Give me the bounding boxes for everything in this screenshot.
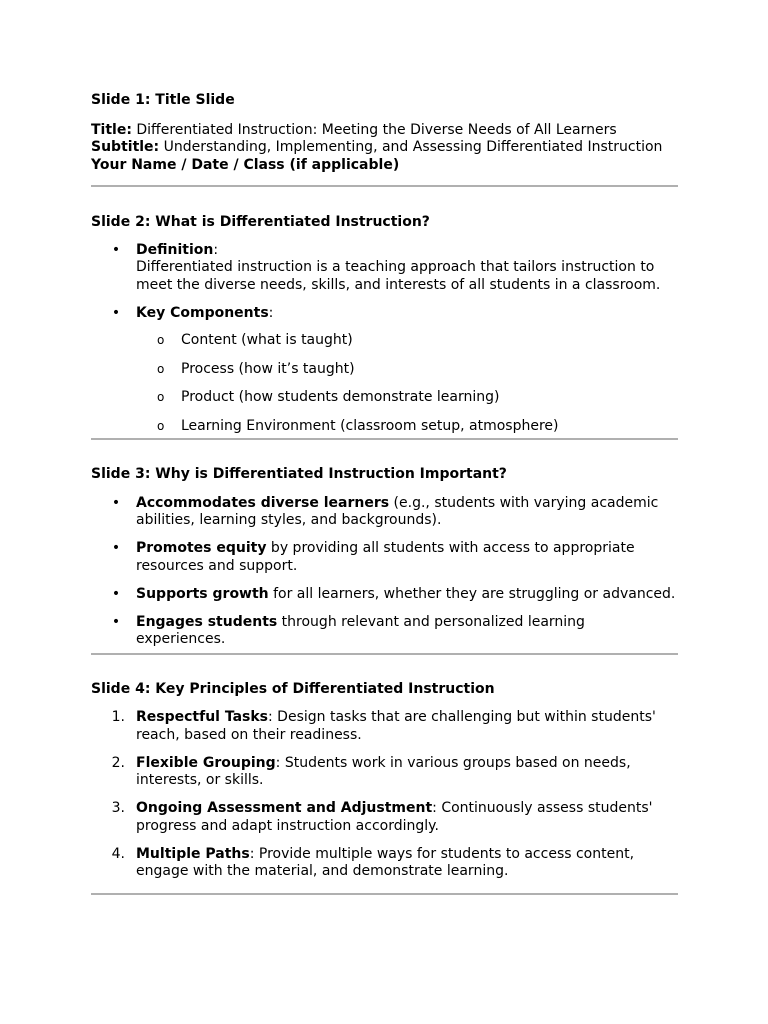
byline	[91, 157, 678, 175]
bullet-icon: •	[111, 241, 121, 258]
list-item	[91, 755, 678, 790]
item-text: for all learners, whether they are struggling or advanced.	[268, 585, 676, 602]
sub-item-text: Learning Environment (classroom setup, atmosphere)	[181, 417, 559, 434]
bullet-icon: •	[111, 613, 121, 630]
item-bold-label: Engages students	[136, 613, 278, 630]
hollow-bullet-icon: o	[157, 333, 165, 347]
slide-2-heading: Slide 2: What is Differentiated Instruction?	[91, 214, 430, 230]
item-bold-label: Definition	[136, 241, 214, 258]
sub-item-text: Product (how students demonstrate learning)	[181, 389, 500, 405]
item-text: : Provide multiple ways for students to access content, engage with the material, and demonstrate learning.	[136, 845, 635, 879]
bullet-icon: •	[111, 494, 121, 511]
list-item	[91, 495, 678, 530]
document-page	[91, 92, 678, 895]
hollow-bullet-icon: o	[157, 390, 165, 404]
item-text: : Students work in various groups based on needs, interests, or skills.	[136, 754, 631, 788]
bullet-icon: •	[111, 304, 121, 321]
item-bold-label: Ongoing Assessment and Adjustment	[136, 800, 433, 816]
subtitle-line	[91, 139, 678, 157]
slide-3-list	[91, 495, 678, 649]
slide-4-section	[91, 681, 678, 895]
list-item	[91, 614, 678, 649]
title-block	[91, 122, 678, 175]
list-item	[91, 586, 678, 604]
sub-item-text: Content (what is taught)	[181, 332, 353, 348]
sub-list-item	[136, 361, 678, 379]
item-text: :	[268, 304, 274, 321]
item-bold-label: Key Components	[136, 304, 269, 321]
slide-3-section	[91, 466, 678, 655]
bullet-icon: •	[111, 540, 121, 556]
slide-4-list	[91, 709, 678, 881]
section-divider	[91, 438, 678, 440]
item-text: by providing all students with access to appropriate resources and support.	[136, 540, 635, 574]
item-text: :	[213, 241, 219, 258]
item-number: 2.	[111, 754, 125, 771]
item-text: (e.g., students with varying academic abilities, learning styles, and backgrounds).	[136, 494, 659, 528]
key-components-list	[136, 332, 678, 435]
sub-list-item	[136, 389, 678, 407]
list-item	[91, 242, 678, 295]
item-text: : Design tasks that are challenging but within students' reach, based on their readiness.	[136, 709, 656, 743]
slide-1-section	[91, 92, 678, 187]
item-bold-label: Supports growth	[136, 585, 269, 602]
sub-item-text: Process (how it’s taught)	[181, 360, 355, 377]
item-bold-label: Respectful Tasks	[136, 709, 269, 725]
list-item	[91, 800, 678, 835]
list-item	[91, 305, 678, 436]
title-line	[91, 122, 678, 140]
section-divider	[91, 893, 678, 895]
sub-list-item	[136, 332, 678, 350]
item-bold-label: Multiple Paths	[136, 845, 250, 862]
title-label: Title:	[91, 121, 132, 138]
item-number: 3.	[111, 800, 125, 816]
slide-1-heading: Slide 1: Title Slide	[91, 92, 235, 108]
slide-2-section	[91, 214, 678, 440]
slide-3-heading: Slide 3: Why is Differentiated Instruction Important?	[91, 466, 507, 482]
item-bold-label: Flexible Grouping	[136, 754, 276, 771]
list-item	[91, 709, 678, 744]
byline-text: Your Name / Date / Class (if applicable)	[91, 156, 400, 173]
item-text: : Continuously assess students' progress and adapt instruction accordingly.	[136, 800, 653, 834]
item-bold-label: Accommodates diverse learners	[136, 494, 390, 511]
item-number: 4.	[111, 845, 125, 862]
subtitle-label: Subtitle:	[91, 139, 160, 155]
title-text: Differentiated Instruction: Meeting the Diverse Needs of All Learners	[131, 121, 617, 138]
item-bold-label: Promotes equity	[136, 540, 267, 556]
definition-detail: Differentiated instruction is a teaching approach that tailors instruction to meet the diverse needs, skills, and interests of all students in a classroom.	[136, 259, 661, 293]
item-text: through relevant and personalized learning experiences.	[136, 613, 585, 647]
subtitle-text: Understanding, Implementing, and Assessing Differentiated Instruction	[159, 139, 663, 155]
item-number: 1.	[111, 709, 125, 725]
list-item	[91, 540, 678, 575]
slide-2-list	[91, 242, 678, 436]
sub-list-item	[136, 418, 678, 436]
list-item	[91, 846, 678, 881]
section-divider	[91, 185, 678, 187]
bullet-icon: •	[111, 585, 121, 602]
hollow-bullet-icon: o	[157, 361, 165, 376]
section-divider	[91, 653, 678, 655]
hollow-bullet-icon: o	[157, 418, 165, 433]
slide-4-heading: Slide 4: Key Principles of Differentiated Instruction	[91, 680, 495, 697]
